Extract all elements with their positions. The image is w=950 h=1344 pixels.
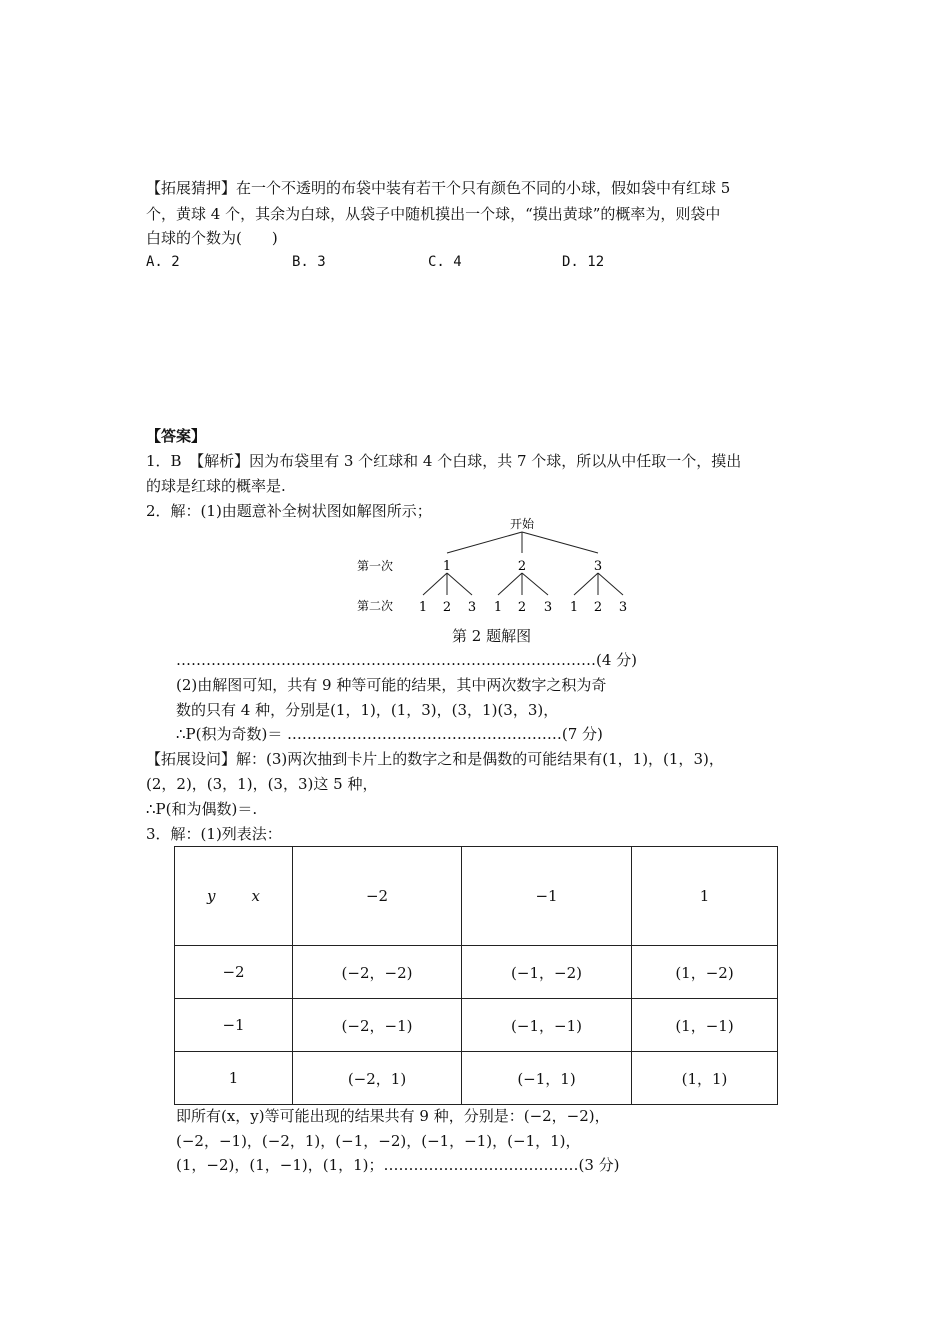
tree-row1-label: 第一次 — [357, 559, 394, 573]
table-cell: (−2，−2) — [293, 946, 462, 999]
extension-guess-line-2: 个，黄球 4 个，其余为白球，从袋子中随机摸出一个球，“摸出黄球”的概率为，则袋中 — [146, 205, 721, 223]
tree-second-7: 1 — [569, 600, 579, 615]
q2-part2-line-2: 数的只有 4 种，分别是(1，1)，(1，3)，(3，1)(3，3)， — [176, 701, 559, 719]
tree-first-3: 3 — [593, 559, 603, 574]
tree-second-8: 2 — [593, 600, 603, 615]
tree-row2-label: 第二次 — [357, 599, 394, 613]
col-header-1: −2 — [293, 847, 462, 946]
q2-dots-1: …………………………………………………………………………(4 分) — [176, 651, 638, 669]
table-cell: (−1，1) — [462, 1052, 632, 1105]
outcome-table — [174, 846, 778, 1105]
q2-part2-line-1: (2)由解图可知，共有 9 种等可能的结果，其中两次数字之积为奇 — [176, 676, 607, 694]
option-c: C. 4 — [428, 254, 462, 270]
q2-part2-line-3: ∴P(积为奇数)＝ .………………………………………………(7 分) — [176, 725, 603, 743]
tree-second-1: 1 — [418, 600, 428, 615]
answer-heading: 【答案】 — [146, 427, 207, 445]
table-corner-cell — [175, 847, 293, 946]
col-header-3: 1 — [632, 847, 778, 946]
extension-question-line-3: ∴P(和为偶数)＝. — [146, 800, 258, 818]
q2-intro: 2．解：(1)由题意补全树状图如解图所示； — [146, 502, 432, 520]
q3-after-line-1: 即所有(x，y)等可能出现的结果共有 9 种，分别是：(−2，−2)， — [176, 1107, 610, 1125]
table-cell: (1，−2) — [632, 946, 778, 999]
table-row — [175, 1052, 778, 1105]
table-cell: (−1，−1) — [462, 999, 632, 1052]
row-header-1: −2 — [175, 946, 293, 999]
tree-second-3: 3 — [467, 600, 477, 615]
tree-second-5: 2 — [517, 600, 527, 615]
table-cell: (−1，−2) — [462, 946, 632, 999]
extension-guess-line-3: 白球的个数为( ) — [146, 229, 278, 247]
tree-second-4: 1 — [493, 600, 503, 615]
tree-second-2: 2 — [442, 600, 452, 615]
table-cell: (1，−1) — [632, 999, 778, 1052]
tree-second-6: 3 — [543, 600, 553, 615]
row-header-3: 1 — [175, 1052, 293, 1105]
tree-diagram — [340, 516, 650, 620]
q1-line-2: 的球是红球的概率是. — [146, 477, 286, 495]
corner-x-label: x — [251, 887, 260, 905]
option-b: B. 3 — [292, 254, 326, 270]
corner-y-label: y — [207, 887, 216, 905]
option-d: D. 12 — [562, 254, 605, 270]
q1-line-1: 1．B 【解析】因为布袋里有 3 个红球和 4 个白球，共 7 个球，所以从中任取一个，摸出 — [146, 452, 742, 470]
row-header-2: −1 — [175, 999, 293, 1052]
extension-guess-line-1: 【拓展猜押】在一个不透明的布袋中装有若干个只有颜色不同的小球，假如袋中有红球 5 — [146, 179, 731, 197]
col-header-2: −1 — [462, 847, 632, 946]
table-cell: (−2，−1) — [293, 999, 462, 1052]
table-header-row — [175, 847, 778, 946]
q3-intro: 3．解：(1)列表法： — [146, 825, 282, 843]
extension-question-line-1: 【拓展设问】解：(3)两次抽到卡片上的数字之和是偶数的可能结果有(1，1)，(1，3)， — [146, 750, 724, 768]
tree-first-1: 1 — [442, 559, 452, 574]
table-cell: (1，1) — [632, 1052, 778, 1105]
table-row — [175, 999, 778, 1052]
table-cell: (−2，1) — [293, 1052, 462, 1105]
extension-question-line-2: (2，2)，(3，1)，(3，3)这 5 种， — [146, 775, 378, 793]
q3-after-line-2: (−2，−1)，(−2，1)，(−1，−2)，(−1，−1)，(−1，1)， — [176, 1132, 581, 1150]
tree-caption: 第 2 题解图 — [452, 627, 532, 645]
option-a: A. 2 — [146, 254, 180, 270]
q3-after-line-3: (1，−2)，(1，−1)，(1，1)；…………………………………(3 分) — [176, 1156, 620, 1174]
tree-second-9: 3 — [618, 600, 628, 615]
tree-root: 开始 — [509, 517, 535, 531]
table-row — [175, 946, 778, 999]
tree-first-2: 2 — [517, 559, 527, 574]
